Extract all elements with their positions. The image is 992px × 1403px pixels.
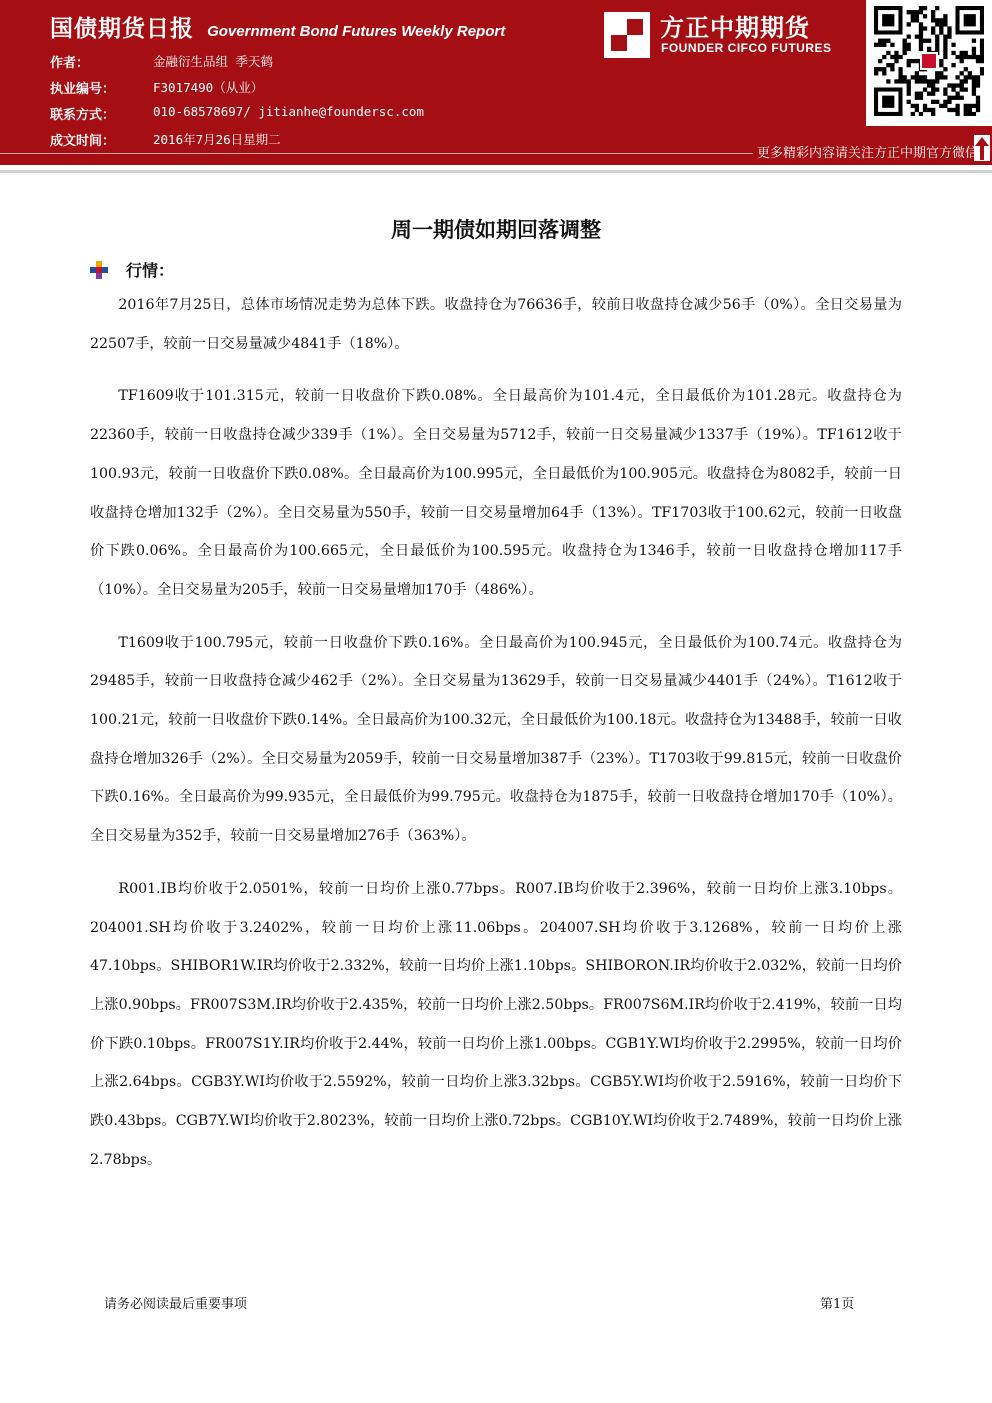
paragraph: 2016年7月25日，总体市场情况走势为总体下跌。收盘持仓为76636手，较前日收盘持仓减少56手（0%）。全日交易量为22507手，较前一日交易量减少4841手（18%）。 <box>90 297 902 352</box>
wechat-follow-text: 更多精彩内容请关注方正中期官方微信 <box>753 142 978 161</box>
meta-value: 010-68578697/ jitianhe@foundersc.com <box>153 104 424 119</box>
report-title <box>50 10 505 43</box>
report-title-en: Government Bond Futures Weekly Report <box>207 23 506 40</box>
meta-key: 执业编号： <box>50 82 116 97</box>
paragraph: R001.IB均价收于2.0501%，较前一日均价上涨0.77bps。R007.IB均价收于2.396%，较前一日均价上涨3.10bps。204001.SH均价收于3.2402%，较前一日均价上涨11.06bps。204007.SH均价收于3.1268%，较前一日均价上涨47.10bps。SHIBOR1W.IR均价收于2.332%，较前一日均价上涨1.10bps。SHIBORON.IR均价收于2.032%，较前一日均价上涨0.90bps。FR007S3M.IR均价收于2.435%，较前一日均价上涨2.50bps。FR007S6M.IR均价收于2.419%，较前一日均价下跌0.10bps。FR007S1Y.IR均价收于2.44%，较前一日均价上涨1.00bps。CGB1Y.WI均价收于2.2995%，较前一日均价上涨2.64bps。CGB3Y.WI均价收于2.5592%，较前一日均价上涨3.32bps。CGB5Y.WI均价收于2.5916%，较前一日均价下跌0.43bps。CGB7Y.WI均价收于2.8023%，较前一日均价上涨0.72bps。CGB10Y.WI均价收于2.7489%，较前一日均价上涨2.78bps。 <box>90 880 902 1168</box>
qr-code-icon <box>874 6 984 116</box>
meta-key: 成文时间： <box>50 134 116 149</box>
bullet-icon <box>90 261 108 279</box>
wechat-follow-bar <box>0 137 992 165</box>
paragraph: TF1609收于101.315元，较前一日收盘价下跌0.08%。全日最高价为101.4元，全日最低价为101.28元。收盘持仓为22360手，较前一日收盘持仓减少339手（1%）。全日交易量为5712手，较前一日交易量减少1337手（19%）。TF1612收于100.93元，较前一日收盘价下跌0.08%。全日最高价为100.995元，全日最低价为100.905元。收盘持仓为8082手，较前一日收盘持仓增加132手（2%）。全日交易量为550手，较前一日交易量增加64手（13%）。TF1703收于100.62元，较前一日收盘价下跌0.06%。全日最高价为100.665元，全日最低价为100.595元。收盘持仓为1346手，较前一日收盘持仓增加117手（10%）。全日交易量为205手，较前一日交易量增加170手（486%）。 <box>90 388 902 598</box>
paragraph: T1609收于100.795元，较前一日收盘价下跌0.16%。全日最高价为100.945元，全日最低价为100.74元。收盘持仓为29485手，较前一日收盘持仓减少462手（2%）。全日交易量为13629手，较前一日交易量减少4401手（24%）。T1612收于100.21元，较前一日收盘价下跌0.14%。全日最高价为100.32元，全日最低价为100.18元。收盘持仓为13488手，较前一日收盘持仓增加326手（2%）。全日交易量为2059手，较前一日交易量增加387手（23%）。T1703收于99.815元，较前一日收盘价下跌0.16%。全日最高价为99.935元，全日最低价为99.795元。收盘持仓为1875手，较前一日收盘持仓增加170手（10%）。全日交易量为352手，较前一日交易量增加276手（363%）。 <box>90 634 902 845</box>
brand-name-cn: 方正中期期货 <box>660 14 810 42</box>
page-number: 第1页 <box>820 1297 855 1312</box>
meta-value: 金融衍生品组 季天鹤 <box>153 54 274 69</box>
meta-key: 作者： <box>50 56 90 71</box>
meta-value: F3017490（从业） <box>153 80 264 95</box>
report-title-cn: 国债期货日报 <box>50 16 194 42</box>
wechat-qr-code <box>866 0 992 126</box>
brand-name-en: FOUNDER CIFCO FUTURES <box>661 41 832 55</box>
company-logo <box>604 8 864 60</box>
divider <box>0 170 992 173</box>
report-body <box>90 286 902 1193</box>
arrow-up-icon <box>974 135 990 161</box>
page-title: 周一期债如期回落调整 <box>391 218 601 242</box>
section-label: 行情： <box>126 261 175 280</box>
meta-key: 联系方式： <box>50 108 116 123</box>
header-banner <box>0 0 992 165</box>
founder-logo-icon <box>604 12 650 58</box>
footer-notice: 请务必阅读最后重要事项 <box>104 1297 248 1312</box>
meta-value: 2016年7月26日星期二 <box>153 132 281 147</box>
